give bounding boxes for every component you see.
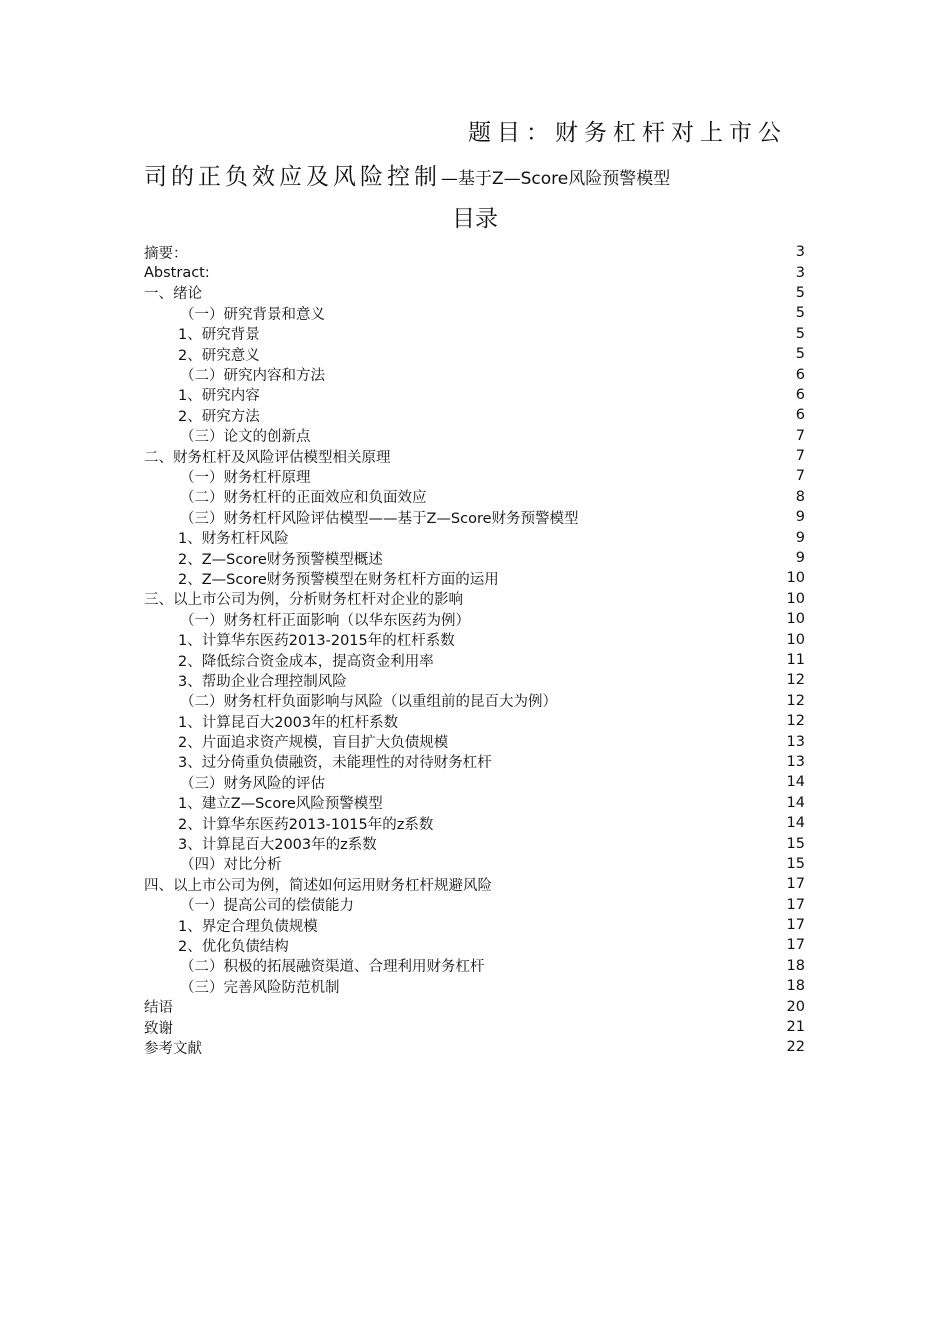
toc-entry-title: 2、研究意义 <box>178 347 260 364</box>
toc-entry-title: （二）积极的拓展融资渠道、合理利用财务杠杆 <box>180 959 485 976</box>
toc-entry[interactable] <box>144 711 805 731</box>
toc-entry[interactable] <box>144 568 805 588</box>
toc-entry-page: 10 <box>786 570 805 587</box>
title-line-2-main: 司的正负效应及风险控制 <box>144 164 441 190</box>
toc-entry-page: 20 <box>786 998 805 1015</box>
toc-entry-title: 摘要： <box>144 245 188 262</box>
toc-entry[interactable] <box>144 956 805 976</box>
toc-entry[interactable] <box>144 405 805 425</box>
toc-entry-title: （二）财务杠杆的正面效应和负面效应 <box>180 490 427 507</box>
toc-entry[interactable] <box>144 609 805 629</box>
toc-entry-title: 1、研究内容 <box>178 388 260 405</box>
toc-entry[interactable] <box>144 507 805 527</box>
toc-entry-title: 2、研究方法 <box>178 408 260 425</box>
toc-entry-title: （一）财务杠杆正面影响（以华东医药为例） <box>180 612 470 629</box>
toc-entry[interactable] <box>144 915 805 935</box>
toc-entry[interactable] <box>144 976 805 996</box>
toc-entry-page: 14 <box>786 794 805 811</box>
toc-entry[interactable] <box>144 466 805 486</box>
toc-entry-page: 18 <box>786 978 805 995</box>
toc-entry-page: 3 <box>795 244 805 261</box>
toc-entry-page: 6 <box>795 386 805 403</box>
toc-entry-title: 2、优化负债结构 <box>178 938 289 955</box>
toc-entry[interactable] <box>144 935 805 955</box>
toc-entry[interactable] <box>144 813 805 833</box>
toc-entry-title: 1、建立Z—Score风险预警模型 <box>178 796 383 813</box>
toc-entry-title: （一）研究背景和意义 <box>180 306 325 323</box>
toc-entry-page: 14 <box>786 815 805 832</box>
toc-entry-page: 5 <box>795 284 805 301</box>
toc-entry[interactable] <box>144 629 805 649</box>
toc-entry-title: 1、计算昆百大2003年的杠杆系数 <box>178 714 399 731</box>
toc-entry[interactable] <box>144 385 805 405</box>
toc-entry-page: 9 <box>795 529 805 546</box>
toc-entry-title: 3、过分倚重负债融资，未能理性的对待财务杠杆 <box>178 755 492 772</box>
toc-entry-page: 7 <box>795 427 805 444</box>
toc-entry-title: 3、帮助企业合理控制风险 <box>178 673 347 690</box>
toc-entry-page: 12 <box>786 713 805 730</box>
toc-entry-page: 10 <box>786 631 805 648</box>
toc-entry[interactable] <box>144 793 805 813</box>
toc-entry[interactable] <box>144 895 805 915</box>
toc-entry-page: 7 <box>795 468 805 485</box>
toc-entry-title: 1、财务杠杆风险 <box>178 531 289 548</box>
table-of-contents <box>144 242 805 1058</box>
toc-entry-page: 8 <box>795 488 805 505</box>
toc-entry-page: 17 <box>786 896 805 913</box>
toc-entry-title: 2、计算华东医药2013-1015年的z系数 <box>178 816 434 833</box>
toc-entry-title: 2、降低综合资金成本，提高资金利用率 <box>178 653 434 670</box>
toc-entry-page: 9 <box>795 550 805 567</box>
toc-entry-page: 15 <box>786 855 805 872</box>
toc-entry[interactable] <box>144 548 805 568</box>
toc-entry[interactable] <box>144 650 805 670</box>
toc-entry-page: 12 <box>786 672 805 689</box>
toc-entry[interactable] <box>144 691 805 711</box>
toc-entry-page: 11 <box>786 652 805 668</box>
toc-entry-page: 13 <box>786 753 805 770</box>
toc-entry-page: 6 <box>795 366 805 383</box>
toc-entry-page: 5 <box>795 346 805 363</box>
toc-entry-title: 2、片面追求资产规模，盲目扩大负债规模 <box>178 735 449 752</box>
toc-entry[interactable] <box>144 670 805 690</box>
toc-entry-title: 2、Z—Score财务预警模型概述 <box>178 551 383 568</box>
toc-entry-page: 21 <box>786 1019 805 1036</box>
toc-entry[interactable] <box>144 242 805 262</box>
toc-entry[interactable] <box>144 324 805 344</box>
toc-entry-title: 一、绪论 <box>144 286 202 303</box>
toc-entry[interactable] <box>144 303 805 323</box>
toc-entry-page: 5 <box>795 325 805 342</box>
toc-entry[interactable] <box>144 833 805 853</box>
toc-entry-title: （三）完善风险防范机制 <box>180 979 340 996</box>
toc-entry-title: 二、财务杠杆及风险评估模型相关原理 <box>144 449 391 466</box>
toc-entry-page: 7 <box>795 448 805 465</box>
toc-entry-page: 9 <box>795 509 805 526</box>
toc-entry[interactable] <box>144 752 805 772</box>
toc-entry-page: 13 <box>786 733 805 750</box>
toc-entry[interactable] <box>144 772 805 792</box>
toc-entry[interactable] <box>144 589 805 609</box>
toc-entry-title: （四）对比分析 <box>180 857 282 874</box>
toc-entry[interactable] <box>144 487 805 507</box>
toc-entry[interactable] <box>144 854 805 874</box>
toc-entry-title: （三）财务杠杆风险评估模型——基于Z—Score财务预警模型 <box>180 510 579 527</box>
toc-entry-title: 四、以上市公司为例，简述如何运用财务杠杆规避风险 <box>144 877 492 894</box>
toc-entry-title: （三）财务风险的评估 <box>180 775 325 792</box>
toc-entry-page: 10 <box>786 611 805 628</box>
toc-entry-title: 参考文献 <box>144 1040 202 1057</box>
toc-entry-title: 结语 <box>144 1000 173 1017</box>
toc-entry[interactable] <box>144 1017 805 1037</box>
toc-entry-page: 6 <box>795 407 805 424</box>
toc-entry[interactable] <box>144 262 805 282</box>
toc-entry-page: 3 <box>795 264 805 281</box>
toc-entry-page: 12 <box>786 692 805 709</box>
toc-entry-page: 18 <box>786 957 805 974</box>
toc-entry-title: 1、计算华东医药2013-2015年的杠杆系数 <box>178 633 455 650</box>
toc-entry[interactable] <box>144 527 805 547</box>
toc-entry-title: （一）提高公司的偿债能力 <box>180 898 354 915</box>
toc-entry-title: （一）财务杠杆原理 <box>180 470 311 486</box>
toc-entry[interactable] <box>144 446 805 466</box>
toc-entry-title: 致谢 <box>144 1020 173 1037</box>
toc-heading: 目录 <box>452 206 498 232</box>
toc-entry-page: 10 <box>786 590 805 607</box>
toc-entry[interactable] <box>144 283 805 303</box>
toc-entry-title: 1、界定合理负债规模 <box>178 918 318 935</box>
toc-entry-title: 1、研究背景 <box>178 327 260 344</box>
title-line-2 <box>144 158 670 191</box>
toc-entry[interactable] <box>144 426 805 446</box>
toc-entry-page: 22 <box>786 1039 805 1056</box>
toc-entry-title: 2、Z—Score财务预警模型在财务杠杆方面的运用 <box>178 571 499 588</box>
toc-entry-title: 三、以上市公司为例，分析财务杠杆对企业的影响 <box>144 592 463 609</box>
toc-entry-title: Abstract: <box>144 264 210 281</box>
toc-entry-title: （二）研究内容和方法 <box>180 368 325 385</box>
title-line-1: 题目：财务杠杆对上市公 <box>468 120 787 146</box>
toc-entry-title: （二）财务杠杆负面影响与风险（以重组前的昆百大为例） <box>180 694 557 711</box>
toc-entry-page: 17 <box>786 937 805 954</box>
toc-entry[interactable] <box>144 1037 805 1057</box>
toc-entry-page: 5 <box>795 305 805 322</box>
title-line-2-subtitle: —基于Z—Score风险预警模型 <box>441 169 671 189</box>
toc-entry-page: 17 <box>786 917 805 934</box>
toc-entry-title: 3、计算昆百大2003年的z系数 <box>178 837 377 854</box>
toc-entry[interactable] <box>144 364 805 384</box>
toc-entry-page: 14 <box>786 774 805 791</box>
toc-entry-page: 17 <box>786 876 805 893</box>
toc-entry[interactable] <box>144 996 805 1016</box>
toc-entry-title: （三）论文的创新点 <box>180 429 311 446</box>
toc-entry[interactable] <box>144 874 805 894</box>
toc-entry[interactable] <box>144 344 805 364</box>
toc-entry-page: 15 <box>786 835 805 852</box>
toc-entry[interactable] <box>144 731 805 751</box>
